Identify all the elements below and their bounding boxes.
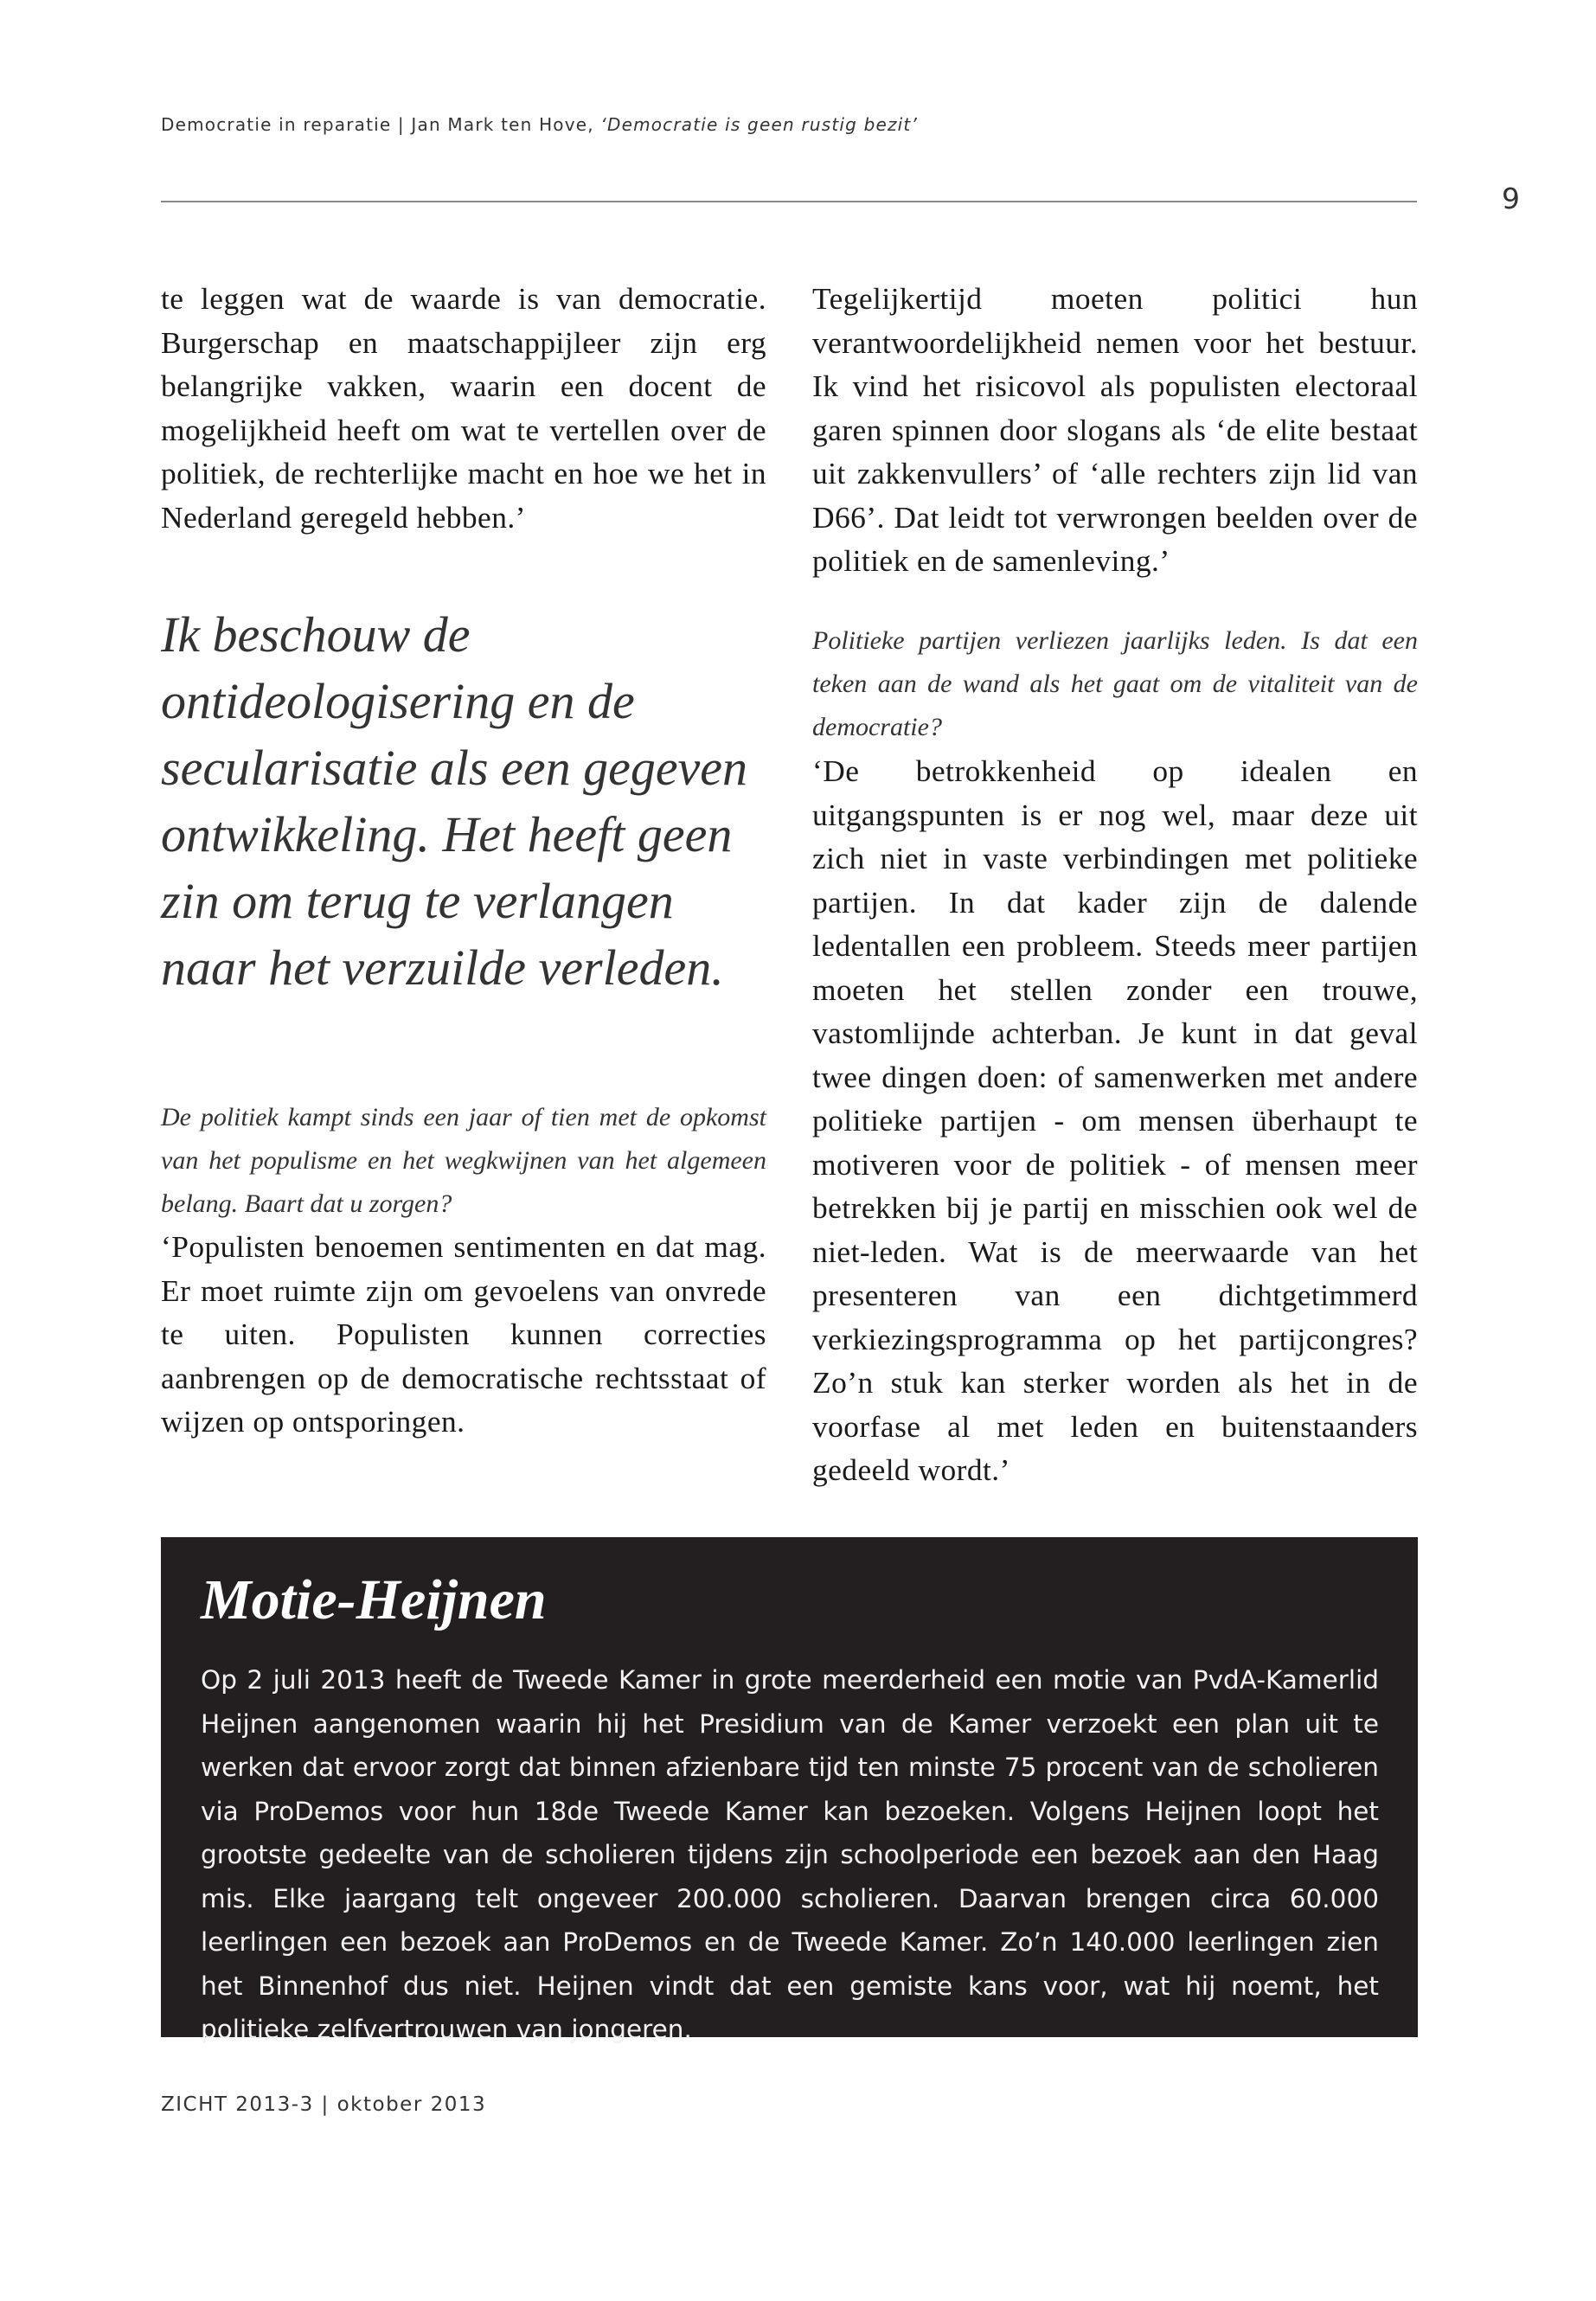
page-number: 9	[1502, 182, 1520, 215]
header-rule	[161, 201, 1417, 202]
right-paragraph-1: Tegelijkertijd moeten politici hun verantwoordelijkheid nemen voor het bestuur. Ik vind het risicovol als populisten electoraal garen spinnen door slogans als ‘de elite bestaat uit zakkenvullers’ of ‘alle rechters zijn lid van D66’. Dat leidt tot verwrongen beelden over de politiek en de samenleving.’	[812, 281, 1418, 578]
left-paragraph-1: te leggen wat de waarde is van democratie. Burgerschap en maatschappijleer zijn erg belangrijke vakken, waarin een docent de mogelijkheid heeft om wat te vertellen over de politiek, de rechterlijke macht en hoe we het in Nederland geregeld hebben.’	[161, 281, 766, 535]
left-question: De politiek kampt sinds een jaar of tien met de opkomst van het populisme en het wegkwijnen van het algemeen belang. Baart dat u zorgen?	[161, 1103, 766, 1218]
left-paragraph-2: ‘Populisten benoemen sentimenten en dat mag. Er moet ruimte zijn om gevoelens van onvrede te uiten. Populisten kunnen correcties aanbrengen op de democratische rechtsstaat of wijzen op ontsporingen.	[161, 1229, 766, 1439]
right-question: Politieke partijen verliezen jaarlijks leden. Is dat een teken aan de wand als het gaat om de vitaliteit van de democratie?	[812, 626, 1418, 741]
running-head-prefix: Democratie in reparatie | Jan Mark ten Hove,	[161, 114, 601, 135]
pull-quote: Ik beschouw de ontideologisering en de secularisatie als een gegeven ontwikkeling. Het heeft geen zin om terug te verlangen naar het verzuilde verleden.	[161, 606, 748, 996]
right-paragraph-2: ‘De betrokkenheid op idealen en uitgangspunten is er nog wel, maar deze uit zich niet in vaste verbindingen met politieke partijen. In dat kader zijn de dalende ledentallen een probleem. Steeds meer partijen moeten het stellen zonder een trouwe, vastomlijnde achterban. Je kunt in dat geval twee dingen doen: of samenwerken met andere politieke partijen - om mensen überhaupt te motiveren voor de politiek - of mensen meer betrekken bij je partij en misschien ook wel de niet-leden. Wat is de meerwaarde van het presenteren van een dichtgetimmerd verkiezingsprogramma op het partijcongres? Zo’n stuk kan sterker worden als het in de voorfase al met leden en buitenstaanders gedeeld wordt.’	[812, 753, 1418, 1487]
motie-heijnen-box	[161, 1537, 1418, 2044]
running-head-title: ‘Democratie is geen rustig bezit’	[600, 114, 919, 135]
box-text: Op 2 juli 2013 heeft de Tweede Kamer in grote meerderheid een motie van PvdA-Kamerlid Heijnen aangenomen waarin hij het Presidium van de Kamer verzoekt een plan uit te werken dat ervoor zorgt dat binnen afzienbare tijd ten minste 75 procent van de scholieren via ProDemos voor hun 18de Tweede Kamer kan bezoeken. Volgens Heijnen loopt het grootste gedeelte van de scholieren tijdens zijn schoolperiode een bezoek aan den Haag mis. Elke jaargang telt ongeveer 200.000 scholieren. Daarvan brengen circa 60.000 leerlingen een bezoek aan ProDemos en de Tweede Kamer. Zo’n 140.000 leerlingen zien het Binnenhof dus niet. Heijnen vindt dat een gemiste kans voor, wat hij noemt, het politieke zelfvertrouwen van jongeren.	[201, 1665, 1379, 2044]
box-title: Motie-Heijnen	[201, 1568, 547, 1631]
running-head	[161, 114, 918, 135]
footer: ZICHT 2013-3 | oktober 2013	[161, 2093, 487, 2116]
